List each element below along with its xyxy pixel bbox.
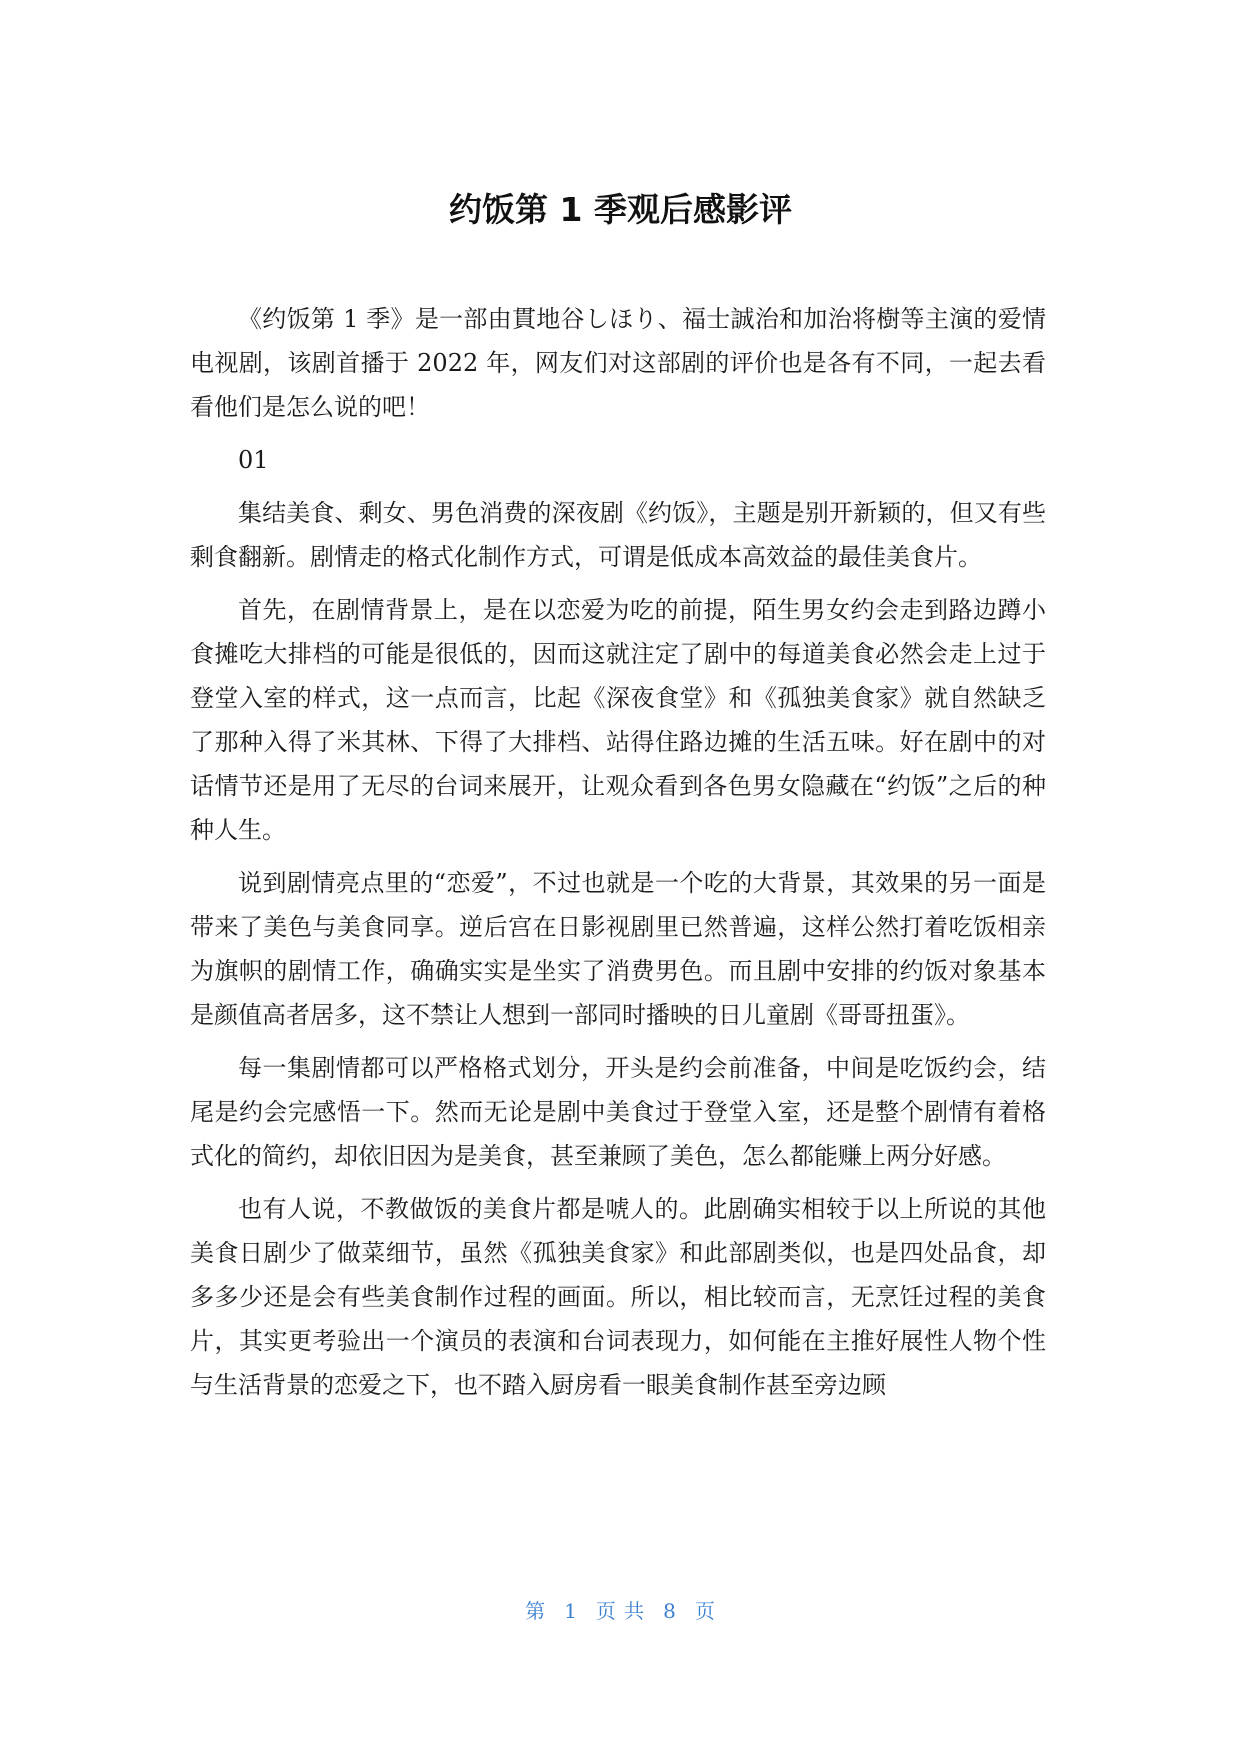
footer-word-page: 第 bbox=[525, 1599, 547, 1623]
section-number: 01 bbox=[238, 446, 269, 474]
footer-total-pages: 8 bbox=[663, 1599, 677, 1623]
paragraph: 说到剧情亮点里的“恋爱”，不过也就是一个吃的大背景，其效果的另一面是带来了美色与美食同享。逆后宫在日影视剧里已然普遍，这样公然打着吃饭相亲为旗帜的剧情工作，确确实实是坐实了消费男色。而且剧中安排的约饭对象基本是颜值高者居多，这不禁让人想到一部同时播映的日儿童剧《哥哥扭蛋》。 bbox=[190, 869, 1046, 1029]
footer-current-page: 1 bbox=[564, 1599, 578, 1623]
page-footer bbox=[0, 1597, 1241, 1625]
document-title: 约饭第 1 季观后感影评 bbox=[449, 190, 792, 229]
paragraph-intro: 《约饭第 1 季》是一部由貫地谷しほり、福士誠治和加治将樹等主演的爱情电视剧，该剧首播于 2022 年，网友们对这部剧的评价也是各有不同，一起去看看他们是怎么说的吧！ bbox=[190, 305, 1046, 421]
footer-word-page-end: 页 bbox=[694, 1599, 716, 1623]
paragraph: 每一集剧情都可以严格格式划分，开头是约会前准备，中间是吃饭约会，结尾是约会完感悟一下。然而无论是剧中美食过于登堂入室，还是整个剧情有着格式化的简约，却依旧因为是美食，甚至兼顾了美色，怎么都能赚上两分好感。 bbox=[190, 1054, 1046, 1170]
paragraph: 集结美食、剩女、男色消费的深夜剧《约饭》，主题是别开新颖的，但又有些剩食翻新。剧情走的格式化制作方式，可谓是低成本高效益的最佳美食片。 bbox=[190, 499, 1046, 571]
footer-word-page-total: 页 共 bbox=[595, 1599, 646, 1623]
paragraph: 首先，在剧情背景上，是在以恋爱为吃的前提，陌生男女约会走到路边蹲小食摊吃大排档的可能是很低的，因而这就注定了剧中的每道美食必然会走上过于登堂入室的样式，这一点而言，比起《深夜食堂》和《孤独美食家》就自然缺乏了那种入得了米其林、下得了大排档、站得住路边摊的生活五味。好在剧中的对话情节还是用了无尽的台词来展开，让观众看到各色男女隐藏在“约饭”之后的种种人生。 bbox=[190, 596, 1046, 844]
paragraph: 也有人说，不教做饭的美食片都是唬人的。此剧确实相较于以上所说的其他美食日剧少了做菜细节，虽然《孤独美食家》和此部剧类似，也是四处品食，却多多少还是会有些美食制作过程的画面。所以，相比较而言，无烹饪过程的美食片，其实更考验出一个演员的表演和台词表现力，如何能在主推好展性人物个性与生活背景的恋爱之下，也不踏入厨房看一眼美食制作甚至旁边顾 bbox=[190, 1195, 1046, 1399]
document-body bbox=[190, 297, 1046, 1407]
